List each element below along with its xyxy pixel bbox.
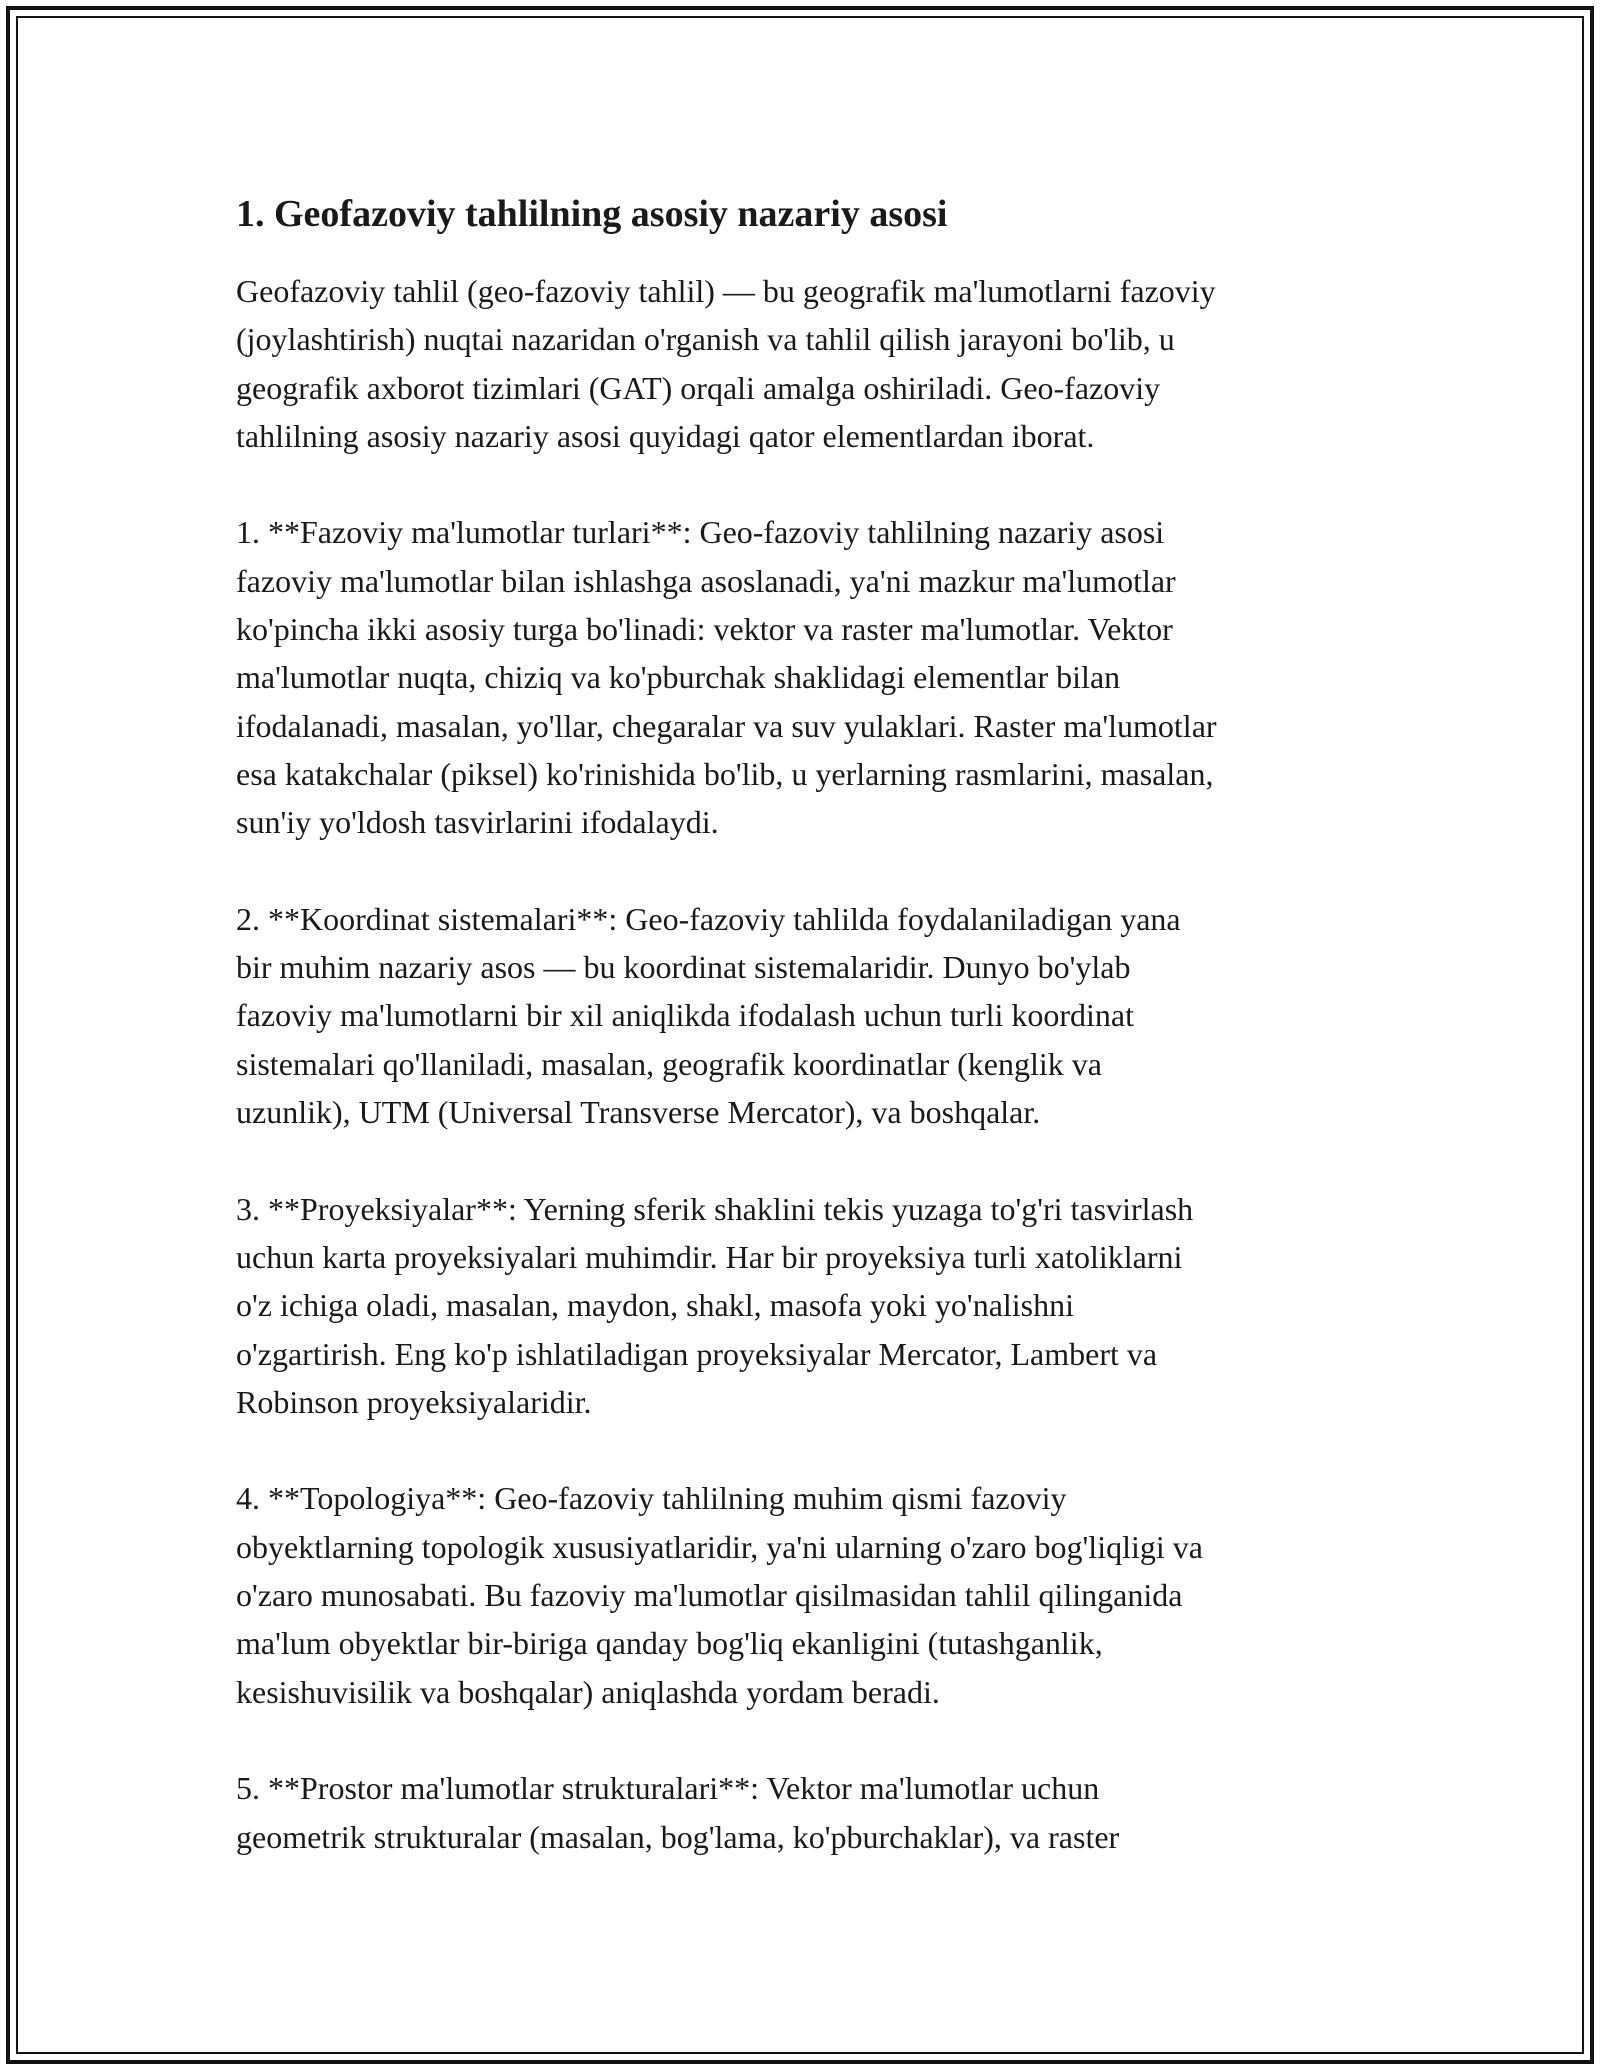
text-line: (joylashtirish) nuqtai nazaridan o'rganish va tahlil qilish jarayoni bo'lib, u <box>236 321 1175 358</box>
text-line: tahlilning asosiy nazariy asosi quyidagi qator elementlardan iborat. <box>236 417 1095 454</box>
text-line: sistemalari qo'llaniladi, masalan, geografik koordinatlar (kenglik va <box>236 1045 1102 1082</box>
text-line: bir muhim nazariy asos — bu koordinat sistemalaridir. Dunyo bo'ylab <box>236 949 1131 986</box>
paragraph-item-3 <box>236 1185 1376 1426</box>
text-line: ifodalanadi, masalan, yo'llar, chegaralar va suv yulaklari. Raster ma'lumotlar <box>236 707 1217 744</box>
text-line: o'zaro munosabati. Bu fazoviy ma'lumotlar qisilmasidan tahlil qilinganida <box>236 1577 1183 1614</box>
text-line: 4. **Topologiya**: Geo-fazoviy tahlilning muhim qismi fazoviy <box>236 1480 1067 1517</box>
document-content <box>236 186 1376 1861</box>
paragraph-intro <box>236 267 1376 460</box>
text-line: Geofazoviy tahlil (geo-fazoviy tahlil) — bu geografik ma'lumotlarni fazoviy <box>236 273 1216 309</box>
text-line: geometrik strukturalar (masalan, bog'lama, ko'pburchaklar), va raster <box>236 1818 1120 1855</box>
text-line: ma'lum obyektlar bir-biriga qanday bog'liq ekanligini (tutashganlik, <box>236 1625 1103 1662</box>
text-line: 2. **Koordinat sistemalari**: Geo-fazoviy tahlilda foydalaniladigan yana <box>236 900 1181 937</box>
text-line: 5. **Prostor ma'lumotlar strukturalari**: Vektor ma'lumotlar uchun <box>236 1770 1100 1807</box>
paragraph-item-5 <box>236 1764 1376 1861</box>
text-line: fazoviy ma'lumotlar bilan ishlashga asoslanadi, ya'ni mazkur ma'lumotlar <box>236 562 1176 599</box>
paragraph-item-4 <box>236 1474 1376 1715</box>
text-line: geografik axborot tizimlari (GAT) orqali amalga oshiriladi. Geo-fazoviy <box>236 369 1161 406</box>
text-line: ko'pincha ikki asosiy turga bo'linadi: vektor va raster ma'lumotlar. Vektor <box>236 611 1173 648</box>
text-line: Robinson proyeksiyalaridir. <box>236 1383 592 1420</box>
section-heading: 1. Geofazoviy tahlilning asosiy nazariy asosi <box>236 193 948 235</box>
text-line: 1. **Fazoviy ma'lumotlar turlari**: Geo-fazoviy tahlilning nazariy asosi <box>236 514 1165 551</box>
text-line: o'zgartirish. Eng ko'p ishlatiladigan proyeksiyalar Mercator, Lambert va <box>236 1335 1158 1372</box>
text-line: obyektlarning topologik xususiyatlaridir, ya'ni ularning o'zaro bog'liqligi va <box>236 1528 1203 1565</box>
paragraph-item-2 <box>236 895 1376 1136</box>
text-line: esa katakchalar (piksel) ko'rinishida bo'lib, u yerlarning rasmlarini, masalan, <box>236 755 1214 792</box>
text-line: fazoviy ma'lumotlarni bir xil aniqlikda ifodalash uchun turli koordinat <box>236 997 1134 1034</box>
text-line: 3. **Proyeksiyalar**: Yerning sferik shaklini tekis yuzaga to'g'ri tasvirlash <box>236 1190 1194 1227</box>
text-line: kesishuvisilik va boshqalar) aniqlashda yordam beradi. <box>236 1673 940 1710</box>
text-line: ma'lumotlar nuqta, chiziq va ko'pburchak shaklidagi elementlar bilan <box>236 659 1121 696</box>
text-line: o'z ichiga oladi, masalan, maydon, shakl, masofa yoki yo'nalishni <box>236 1287 1075 1324</box>
text-line: uchun karta proyeksiyalari muhimdir. Har bir proyeksiya turli xatoliklarni <box>236 1238 1183 1275</box>
text-line: sun'iy yo'ldosh tasvirlarini ifodalaydi. <box>236 804 719 841</box>
paragraph-item-1 <box>236 508 1376 846</box>
text-line: uzunlik), UTM (Universal Transverse Mercator), va boshqalar. <box>236 1094 1041 1131</box>
